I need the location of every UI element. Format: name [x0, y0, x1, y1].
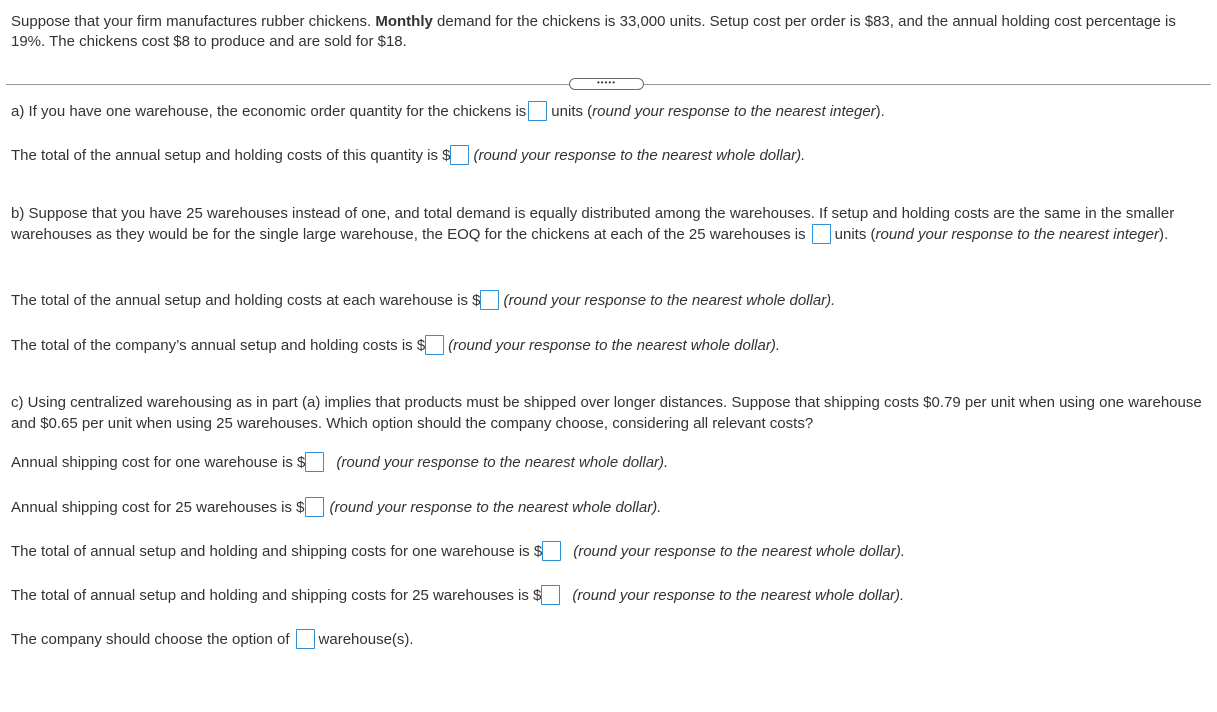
answer-b-company-cost-input[interactable] — [425, 335, 444, 355]
rounding-hint: (round your response to the nearest whole dollar). — [329, 499, 662, 516]
question-b-eoq-text: b) Suppose that you have 25 warehouses instead of one, and total demand is equally distributed among the warehouses. If setup and holding costs are the same in the smaller warehouses as they would be for the single large warehouse, the EOQ for the chickens at each of the 25 warehouses is — [11, 205, 1175, 243]
question-c-total-25-text: The total of annual setup and holding and shipping costs for 25 warehouses is $ — [11, 587, 542, 604]
question-c-shipping-one-text: Annual shipping cost for one warehouse is $ — [11, 454, 306, 471]
rounding-hint: (round your response to the nearest whole dollar). — [572, 587, 905, 604]
rounding-hint: round your response to the nearest integer — [875, 226, 1160, 243]
answer-c-total-one-input[interactable] — [542, 541, 561, 561]
question-b-company-cost-text: The total of the company’s annual setup and holding costs is $ — [11, 337, 426, 354]
punctuation: ). — [1159, 226, 1169, 243]
question-c-intro: c) Using centralized warehousing as in part (a) implies that products must be shipped over longer distances. Suppose that shipping costs $0.79 per unit when using one warehouse and $0.65 per unit when using 25 warehouses. Which option should the company choose, considering all relevant costs? — [11, 394, 1202, 432]
question-b-eoq — [11, 203, 1206, 245]
answer-c-choice-input[interactable] — [296, 629, 315, 649]
warehouses-label: warehouse(s). — [318, 631, 414, 648]
intro-bold-monthly: Monthly — [375, 13, 433, 30]
question-c-total-one — [11, 542, 905, 562]
question-b-each-cost — [11, 291, 835, 311]
expand-toggle-button[interactable]: ••••• — [569, 78, 644, 90]
answer-a-total-cost-input[interactable] — [450, 145, 469, 165]
question-c-shipping-25 — [11, 498, 661, 518]
question-c-total-25 — [11, 586, 904, 606]
question-c-choice-text: The company should choose the option of — [11, 631, 290, 648]
question-b-each-cost-text: The total of the annual setup and holding costs at each warehouse is $ — [11, 292, 481, 309]
answer-b-each-cost-input[interactable] — [480, 290, 499, 310]
punctuation: ). — [875, 103, 885, 120]
units-label: units ( — [551, 103, 593, 120]
question-a-total-cost — [11, 146, 805, 166]
rounding-hint: (round your response to the nearest whole dollar). — [573, 543, 906, 560]
answer-c-shipping-25-input[interactable] — [305, 497, 324, 517]
question-a-eoq — [11, 102, 885, 122]
answer-a-eoq-input[interactable] — [528, 101, 547, 121]
rounding-hint: (round your response to the nearest whole dollar). — [336, 454, 669, 471]
rounding-hint: (round your response to the nearest whole dollar). — [473, 147, 806, 164]
units-label: units ( — [834, 226, 876, 243]
answer-c-shipping-one-input[interactable] — [305, 452, 324, 472]
question-c-shipping-one — [11, 453, 668, 473]
rounding-hint: (round your response to the nearest whole dollar). — [503, 292, 836, 309]
rounding-hint: round your response to the nearest integer — [592, 103, 876, 120]
answer-c-total-25-input[interactable] — [541, 585, 560, 605]
intro-text: Suppose that your firm manufactures rubber chickens. — [11, 13, 376, 30]
question-c-shipping-25-text: Annual shipping cost for 25 warehouses is $ — [11, 499, 305, 516]
question-c-total-one-text: The total of annual setup and holding and shipping costs for one warehouse is $ — [11, 543, 543, 560]
rounding-hint: (round your response to the nearest whole dollar). — [448, 337, 781, 354]
question-a-eoq-text: a) If you have one warehouse, the economic order quantity for the chickens is — [11, 103, 527, 120]
problem-statement — [11, 12, 1201, 52]
question-c-choice — [11, 630, 414, 650]
answer-b-eoq-input[interactable] — [812, 224, 831, 244]
question-a-total-cost-text: The total of the annual setup and holding costs of this quantity is $ — [11, 147, 451, 164]
question-b-company-cost — [11, 336, 780, 356]
intro-text-rest: demand for the chickens is 33,000 units. Setup cost per order is $83, and the annual holding cost percentage is 19%. The chickens cost $8 to produce and are sold for $18. — [11, 13, 1176, 50]
